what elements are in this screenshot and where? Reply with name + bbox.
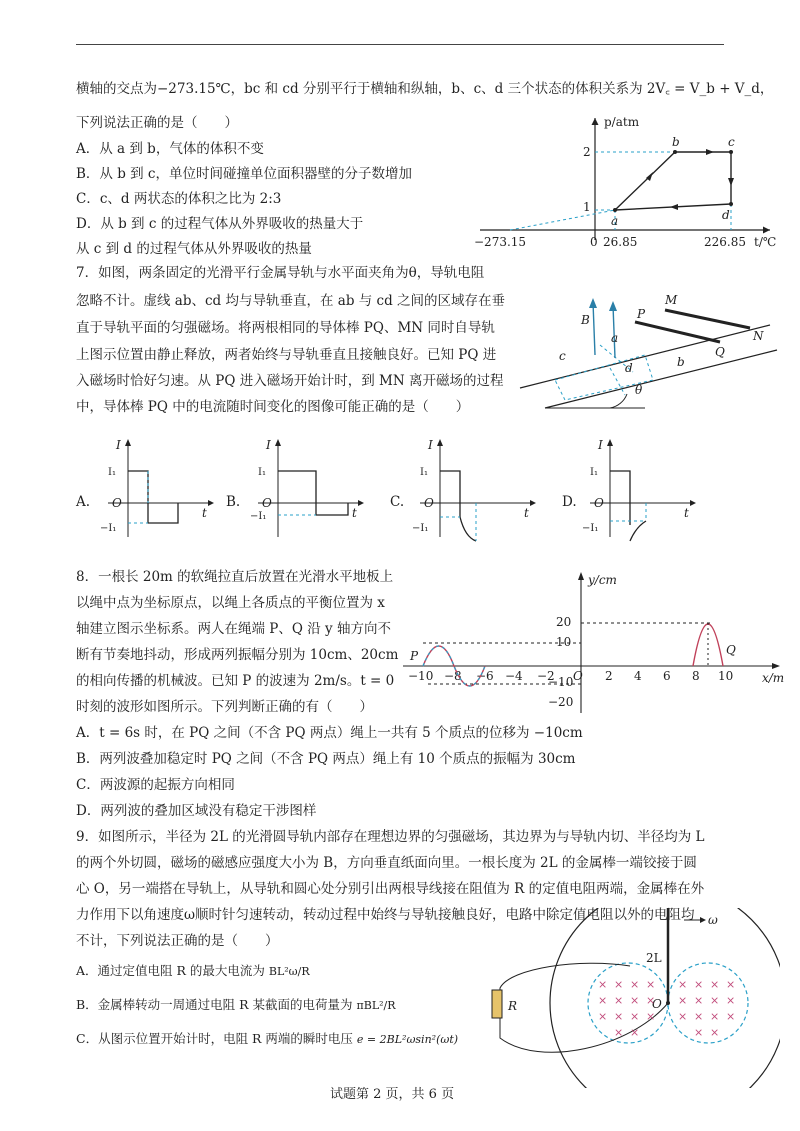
q9-option-b: B．金属棒转动一周通过电阻 R 某截面的电荷量为 πBL²/R xyxy=(76,997,396,1012)
q9-circle-figure xyxy=(480,908,780,1088)
q7-line3: 直于导轨平面的匀强磁场。将两根相同的导体棒 PQ、MN 同时自导轨 xyxy=(76,320,495,336)
q8-wave-graph xyxy=(398,568,788,718)
q7-line5: 入磁场时恰好匀速。从 PQ 进入磁场开始计时，到 MN 离开磁场的过程 xyxy=(76,373,504,389)
q6-xtick-2685: 26.85 xyxy=(603,235,638,249)
svg-text:×: × xyxy=(598,994,608,1007)
svg-text:−20: −20 xyxy=(548,695,574,709)
q6-option-d-cont: 从 c 到 d 的过程气体从外界吸收的热量 xyxy=(76,241,312,257)
q7-line4: 上图示位置由静止释放，两者始终与导轨垂直且接触良好。已知 PQ 进 xyxy=(76,347,497,363)
svg-text:10: 10 xyxy=(718,669,734,683)
svg-text:a: a xyxy=(611,214,619,228)
svg-text:×: × xyxy=(614,1010,624,1023)
svg-text:I₁: I₁ xyxy=(590,467,598,478)
svg-text:−10: −10 xyxy=(548,675,574,689)
svg-text:8: 8 xyxy=(692,669,700,683)
svg-text:O: O xyxy=(594,496,604,510)
svg-text:×: × xyxy=(678,978,688,991)
svg-text:−I₁: −I₁ xyxy=(412,523,429,534)
q9-line2: 的两个外切圆，磁场的磁感应强度大小为 B，方向垂直纸面向里。一根长度为 2L 的金属棒一端铰接于圆 xyxy=(76,855,697,871)
header-rule xyxy=(76,44,724,45)
q6-x-label: t/℃ xyxy=(754,235,777,249)
svg-text:×: × xyxy=(614,994,624,1007)
q6-y-label: p/atm xyxy=(604,115,640,129)
q6-option-b: B．从 b 到 c，单位时间碰撞单位面积器壁的分子数增加 xyxy=(76,166,412,182)
svg-text:I: I xyxy=(266,438,271,452)
svg-text:b: b xyxy=(677,355,685,369)
q6-option-d: D．从 b 到 c 的过程气体从外界吸收的热量大于 xyxy=(76,216,364,232)
q7-option-b-label: B. xyxy=(226,494,241,510)
svg-text:10: 10 xyxy=(556,635,572,649)
svg-text:×: × xyxy=(694,1026,704,1039)
svg-text:×: × xyxy=(630,1026,640,1039)
q8-line4: 断有节奏地抖动，形成两列振幅分别为 10cm、20cm xyxy=(76,647,399,663)
svg-text:×: × xyxy=(726,1010,736,1023)
svg-text:Q: Q xyxy=(726,643,736,657)
svg-text:c: c xyxy=(559,349,566,363)
q6-stem: 下列说法正确的是（ ） xyxy=(76,115,238,131)
svg-text:O: O xyxy=(262,496,272,510)
svg-text:×: × xyxy=(678,1010,688,1023)
svg-text:a: a xyxy=(611,331,619,345)
q9-line5: 不计，下列说法正确的是（ ） xyxy=(76,933,279,949)
page-footer: 试题第 2 页，共 6 页 xyxy=(330,1087,455,1102)
svg-text:×: × xyxy=(710,978,720,991)
svg-text:×: × xyxy=(694,978,704,991)
svg-text:×: × xyxy=(614,1026,624,1039)
q7-line2: 忽略不计。虚线 ab、cd 均与导轨垂直，在 ab 与 cd 之间的区域存在垂 xyxy=(76,293,506,309)
q8-line6: 时刻的波形如图所示。下列判断正确的有（ ） xyxy=(76,699,373,715)
svg-text:×: × xyxy=(630,978,640,991)
svg-text:×: × xyxy=(726,978,736,991)
q7-rail-figure xyxy=(515,290,785,420)
svg-text:I₁: I₁ xyxy=(420,467,428,478)
q7-graph-b xyxy=(248,437,368,542)
svg-text:×: × xyxy=(646,1010,656,1023)
svg-text:−4: −4 xyxy=(505,669,523,683)
q6-xtick-neg: −273.15 xyxy=(474,235,527,249)
q6-pt-graph xyxy=(470,112,780,252)
svg-text:I: I xyxy=(116,438,121,452)
svg-text:×: × xyxy=(726,994,736,1007)
svg-text:b: b xyxy=(672,135,680,149)
svg-text:−I₁: −I₁ xyxy=(100,523,117,534)
svg-text:I: I xyxy=(598,438,603,452)
svg-text:×: × xyxy=(630,994,640,1007)
q7-option-a-label: A. xyxy=(76,494,91,510)
q9-option-a: A．通过定值电阻 R 的最大电流为 BL²ω/R xyxy=(76,963,310,978)
svg-text:P: P xyxy=(410,649,419,663)
svg-text:−2: −2 xyxy=(537,669,555,683)
svg-text:×: × xyxy=(710,1026,720,1039)
svg-text:O: O xyxy=(652,997,662,1011)
svg-text:M: M xyxy=(665,293,678,307)
svg-text:P: P xyxy=(637,307,646,321)
svg-text:t: t xyxy=(352,506,357,520)
svg-text:×: × xyxy=(598,978,608,991)
svg-text:t: t xyxy=(202,506,207,520)
q8-option-d: D．两列波的叠加区域没有稳定干涉图样 xyxy=(76,803,317,819)
q6-ytick-2: 2 xyxy=(583,145,591,159)
svg-text:2L: 2L xyxy=(646,951,662,965)
q9-line4: 力作用下以角速度ω顺时针匀速转动，转动过程中始终与导轨接触良好，电路中除定值电阻以外的电阻均 xyxy=(76,907,695,923)
svg-text:×: × xyxy=(694,994,704,1007)
q7-line1: 7．如图，两条固定的光滑平行金属导轨与水平面夹角为θ，导轨电阻 xyxy=(76,265,485,281)
q9-line1: 9．如图所示，半径为 2L 的光滑圆导轨内部存在理想边界的匀强磁场，其边界为与导轨内切、半径均为 L xyxy=(76,829,705,845)
svg-text:2: 2 xyxy=(605,669,613,683)
svg-text:−6: −6 xyxy=(476,669,494,683)
svg-text:×: × xyxy=(598,1010,608,1023)
svg-text:I₁: I₁ xyxy=(108,467,116,478)
svg-text:×: × xyxy=(614,978,624,991)
q6-option-c: C．c、d 两状态的体积之比为 2:3 xyxy=(76,191,282,207)
svg-text:−8: −8 xyxy=(444,669,462,683)
q7-graph-c xyxy=(410,437,540,542)
svg-text:−I₁: −I₁ xyxy=(250,511,267,522)
svg-text:B: B xyxy=(581,313,590,327)
svg-text:20: 20 xyxy=(556,615,572,629)
q8-line3: 轴建立图示坐标系。两人在绳端 P、Q 沿 y 轴方向不 xyxy=(76,621,391,637)
q9-option-c: C．从图示位置开始计时，电阻 R 两端的瞬时电压 e = 2BL²ωsin²(ωt) xyxy=(76,1031,459,1046)
q8-line5: 的相向传播的机械波。已知 P 的波速为 2m/s。t = 0 xyxy=(76,673,395,689)
q6-xtick-0: 0 xyxy=(590,235,598,249)
svg-text:I: I xyxy=(428,438,433,452)
q8-line1: 8．一根长 20m 的软绳拉直后放置在光滑水平地板上 xyxy=(76,569,394,585)
svg-text:×: × xyxy=(678,994,688,1007)
svg-text:Q: Q xyxy=(715,345,725,359)
svg-text:c: c xyxy=(728,135,735,149)
q7-graph-d xyxy=(580,437,700,542)
svg-text:−10: −10 xyxy=(408,669,434,683)
svg-text:N: N xyxy=(753,329,764,343)
q8-line2: 以绳中点为坐标原点，以绳上各质点的平衡位置为 x xyxy=(76,595,385,611)
svg-text:×: × xyxy=(630,1010,640,1023)
svg-text:−I₁: −I₁ xyxy=(582,523,599,534)
q9-line3: 心 O，另一端搭在导轨上，从导轨和圆心处分别引出两根导线接在阻值为 R 的定值电阻两端，金属棒在外 xyxy=(76,881,705,897)
svg-text:×: × xyxy=(710,1010,720,1023)
svg-text:y/cm: y/cm xyxy=(588,573,617,587)
q7-graph-a xyxy=(98,437,218,542)
q7-option-c-label: C. xyxy=(390,494,405,510)
q6-line1: 横轴的交点为−273.15℃，bc 和 cd 分别平行于横轴和纵轴，b、c、d 三个状态的体积关系为 2V꜀ = V_b + V_d， xyxy=(76,81,774,97)
q6-ytick-1: 1 xyxy=(583,200,591,214)
q8-option-b: B．两列波叠加稳定时 PQ 之间（不含 PQ 两点）绳上有 10 个质点的振幅为 30cm xyxy=(76,751,576,767)
svg-text:t: t xyxy=(684,506,689,520)
svg-text:t: t xyxy=(524,506,529,520)
svg-text:4: 4 xyxy=(634,669,642,683)
q6-option-a: A．从 a 到 b，气体的体积不变 xyxy=(76,141,264,157)
svg-text:ω: ω xyxy=(708,913,718,927)
svg-text:I₁: I₁ xyxy=(258,467,266,478)
q6-xtick-22685: 226.85 xyxy=(704,235,746,249)
svg-text:×: × xyxy=(710,994,720,1007)
svg-text:×: × xyxy=(694,1010,704,1023)
svg-text:O: O xyxy=(424,496,434,510)
svg-text:×: × xyxy=(646,978,656,991)
q7-option-d-label: D. xyxy=(562,494,577,510)
q8-option-a: A．t = 6s 时，在 PQ 之间（不含 PQ 两点）绳上一共有 5 个质点的位移为 −10cm xyxy=(76,725,583,741)
svg-text:O: O xyxy=(573,669,583,683)
svg-text:×: × xyxy=(646,994,656,1007)
svg-text:x/m: x/m xyxy=(762,671,785,685)
q7-line6: 中，导体棒 PQ 中的电流随时间变化的图像可能正确的是（ ） xyxy=(76,399,470,415)
svg-text:O: O xyxy=(112,496,122,510)
svg-text:θ: θ xyxy=(635,383,643,397)
q8-option-c: C．两波源的起振方向相同 xyxy=(76,777,235,793)
svg-text:R: R xyxy=(508,999,518,1013)
svg-text:d: d xyxy=(722,208,730,222)
svg-text:6: 6 xyxy=(663,669,671,683)
svg-text:d: d xyxy=(625,361,633,375)
